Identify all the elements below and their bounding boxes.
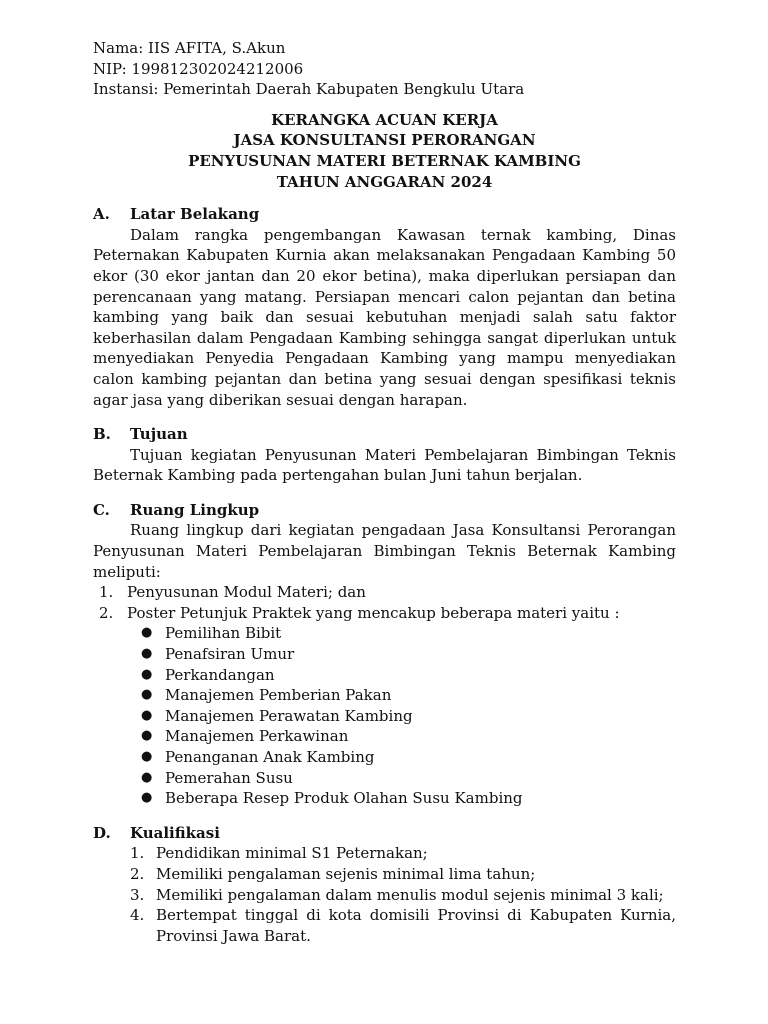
list-item-text: Perkandangan (165, 665, 275, 684)
list-item-text: Pemerahan Susu (165, 768, 293, 787)
bullet-icon: ● (141, 666, 153, 682)
section-a-letter: A. (93, 205, 110, 224)
list-item-text: Memiliki pengalaman sejenis minimal lima tahun; (156, 864, 536, 883)
list-item-number: 1. (99, 583, 114, 602)
title-line-2: JASA KONSULTANSI PERORANGAN (233, 131, 536, 150)
list-item (93, 843, 676, 864)
author-name: Nama: IIS AFITA, S.Akun (93, 39, 286, 57)
list-item (141, 768, 676, 789)
section-b-title: Tujuan (130, 425, 188, 444)
bullet-icon: ● (141, 646, 153, 662)
list-item-number: 2. (130, 864, 145, 883)
section-d-letter: D. (93, 823, 111, 842)
section-b-paragraph: Tujuan kegiatan Penyusunan Materi Pembelajaran Bimbingan Teknis Beternak Kambing pada pertengahan bulan Juni tahun berjalan. (93, 445, 676, 485)
section-c-heading (93, 500, 676, 521)
section-c-letter: C. (93, 500, 110, 519)
bullet-icon: ● (141, 728, 153, 744)
list-item-number: 1. (130, 844, 145, 863)
section-c-paragraph: Ruang lingkup dari kegiatan pengadaan Jasa Konsultansi Perorangan Penyusunan Materi Pembelajaran Bimbingan Teknis Beternak Kambing meliputi: (93, 521, 676, 581)
list-item (141, 726, 676, 747)
list-item-number: 4. (130, 906, 145, 925)
list-item (93, 603, 676, 624)
bullet-icon: ● (141, 790, 153, 806)
section-d-heading (93, 823, 676, 844)
section-a-heading (93, 204, 676, 225)
list-item (141, 788, 676, 809)
list-item-text: Manajemen Perkawinan (165, 727, 349, 746)
list-item (141, 665, 676, 686)
section-b-letter: B. (93, 425, 111, 444)
list-item-text: Beberapa Resep Produk Olahan Susu Kambing (165, 789, 523, 808)
bullet-icon: ● (141, 707, 153, 723)
document-page (93, 38, 676, 946)
list-item-text: Penanganan Anak Kambing (165, 748, 375, 766)
scope-list (93, 582, 676, 623)
bullet-icon: ● (141, 769, 153, 785)
qualification-list (93, 843, 676, 946)
list-item-text: Manajemen Pemberian Pakan (165, 686, 392, 705)
poster-topics-list (93, 623, 676, 808)
list-item-text: Penafsiran Umur (165, 645, 295, 664)
bullet-icon: ● (141, 687, 153, 703)
list-item (141, 623, 676, 644)
author-header (93, 38, 676, 100)
list-item-number: 2. (99, 603, 114, 622)
list-item (141, 706, 676, 727)
list-item-text: Memiliki pengalaman dalam menulis modul sejenis minimal 3 kali; (156, 885, 664, 904)
title-line-3: PENYUSUNAN MATERI BETERNAK KAMBING (188, 151, 581, 170)
list-item-text: Penyusunan Modul Materi; dan (127, 583, 366, 602)
list-item (93, 864, 676, 885)
title-line-1: KERANGKA ACUAN KERJA (271, 110, 498, 129)
list-item (141, 747, 676, 768)
section-d-title: Kualifikasi (130, 823, 220, 842)
section-c-title: Ruang Lingkup (130, 500, 260, 519)
bullet-icon: ● (141, 749, 153, 764)
author-institution: Instansi: Pemerintah Daerah Kabupaten Bengkulu Utara (93, 80, 525, 99)
list-item-text: Poster Petunjuk Praktek yang mencakup beberapa materi yaitu : (127, 603, 620, 622)
list-item-text: Manajemen Perawatan Kambing (165, 706, 413, 725)
bullet-icon: ● (141, 625, 153, 641)
list-item-number: 3. (130, 885, 145, 904)
list-item-text: Pemilihan Bibit (165, 624, 282, 643)
list-item-text: Pendidikan minimal S1 Peternakan; (156, 844, 428, 863)
document-title (93, 110, 676, 192)
list-item (93, 905, 676, 946)
author-nip: NIP: 199812302024212006 (93, 59, 304, 78)
list-item (93, 885, 676, 906)
section-a-title: Latar Belakang (130, 205, 260, 224)
section-a-paragraph: Dalam rangka pengembangan Kawasan ternak kambing, Dinas Peternakan Kabupaten Kurnia akan melaksanakan Pengadaan Kambing 50 ekor (30 ekor jantan dan 20 ekor betina), maka diperlukan persiapan dan perencanaan yang matang. Persiapan mencari calon pejantan dan betina kambing yang baik dan sesuai kebutuhan menjadi salah satu faktor keberhasilan dalam Pengadaan Kambing sehingga sangat diperlukan untuk menyediakan Penyedia Pengadaan Kambing yang mampu menyediakan calon kambing pejantan dan betina yang sesuai dengan spesifikasi teknis agar jasa yang diberikan sesuai dengan harapan. (93, 225, 676, 409)
section-b-heading (93, 424, 676, 445)
list-item (141, 685, 676, 706)
list-item (141, 644, 676, 665)
list-item-text: Bertempat tinggal di kota domisili Provinsi di Kabupaten Kurnia, Provinsi Jawa Barat. (156, 906, 676, 945)
title-line-4: TAHUN ANGGARAN 2024 (276, 172, 493, 191)
list-item (93, 582, 676, 603)
